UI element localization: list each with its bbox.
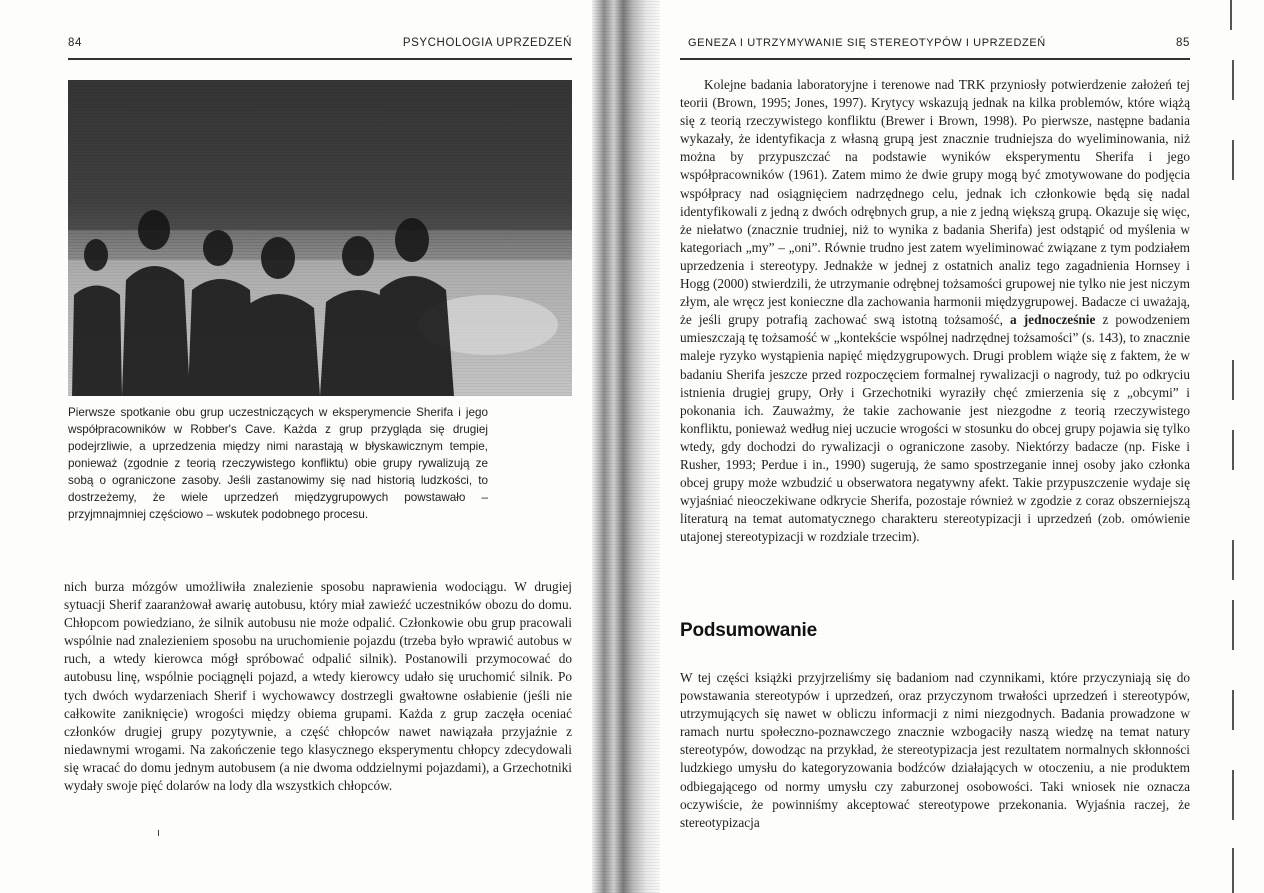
scan-edge-mark [1232, 848, 1234, 893]
scan-edge-mark [1232, 600, 1234, 650]
section-heading-podsumowanie: Podsumowanie [680, 620, 817, 641]
left-header-rule [68, 58, 572, 60]
emphasis-a-jednoczesnie: a jednocześnie [1010, 312, 1096, 328]
boy-head-6 [84, 239, 108, 271]
left-page [0, 0, 600, 893]
right-page [660, 0, 1264, 893]
book-gutter [592, 0, 660, 893]
summary-paragraph: W tej części książki przyjrzeliśmy się badaniom nad czynnikami, które przyczyniają się do powstawania stereotypów i uprzedzeń, oraz przyczynom trwałości uprzedzeń i stereotypów, utrzymujących się nawet w obliczu informacji z nimi niezgodnych. Badania prowadzone w ramach nurtu społeczno-poznawczego znacznie wzbogaciły naszą wiedzę na temat natury stereotypów, dowodząc na przykład, że stereotypizacja jest rezultatem normalnych skłonności ludzkiego umysłu do kategoryzowania bodźców działających w otoczeniu, a nie produktem odbiegającego od normy umysłu czy zaburzonej osobowości. Taki wniosek nie oznacza oczywiście, że powinniśmy akceptować stereotypowe przekonania. Wyjaśnia raczej, że stereotypizacja [680, 670, 1190, 830]
left-body-paragraph: nich burza mózgów umożliwiła znalezienie sposobu naprawienia wodociągu. W drugiej sytuacji Sherif zaaranżował awarię autobusu, który miał zawieźć uczestników obozu do domu. Chłopcom powiedziano, że silnik autobusu nie może odpalić. Członkowie obu grup pracowali wspólnie nad znalezieniem sposobu na uruchomienie pojazdu (trzeba było wprawić autobus w ruch, a wtedy kierowca mógł spróbować odpalić silnik). Postanowili przymocować do autobusu linę, wspólnie pociągnęli pojazd, a wtedy kierowcy udało się uruchomić silnik. Po tych dwóch wydarzeniach Sherif i wychowawcy dostrzegli gwałtowne osłabienie (jeśli nie całkowite zaniknięcie) wrogości między obiema grupami. Każda z grup zaczęła oceniać członków drugiej grupy pozytywnie, a część chłopców nawet nawiązała przyjaźnie z niedawnymi wrogami. Na zakończenie tego klasycznego eksperymentu chłopcy zdecydowali się wracać do domu jednym autobusem (a nie dwoma oddzielnymi pojazdami), a Grzechotniki wydały swoje pięć dolarów na lody dla wszystkich chłopców. [64, 579, 572, 794]
boy-body-5 [374, 276, 454, 396]
boy-body-1 [122, 266, 190, 396]
scan-edge-mark [1232, 140, 1234, 180]
right-page-number: 85 [1176, 37, 1190, 49]
scan-edge-mark [1232, 360, 1234, 400]
figure-photo [68, 80, 572, 396]
boy-head-5 [395, 218, 429, 262]
boy-body-6 [72, 286, 122, 397]
right-running-head: GENEZA I UTRZYMYWANIE SIĘ STEREOTYPÓW I UPRZEDZEŃ [688, 37, 1046, 49]
figure-caption: Pierwsze spotkanie obu grup uczestniczących w eksperymencie Sherifa i jego współpracowników w Robber's Cave. Każda z grup przygląda się drugiej podejrzliwie, a uprzedzenia między nimi narastają w błyskawicznym tempie, ponieważ (zgodnie z teorią rzeczywistego konfliktu) obie grupy rywalizują ze sobą o ograniczone zasoby. Jeśli zastanowimy się nad historią ludzkości, to dostrzeżemy, że wiele uprzedzeń międzygrupowych powstawało – przyjmnajmniej częściowo – wskutek podobnego procesu. [68, 406, 488, 521]
boy-head-1 [138, 210, 170, 250]
boys-silhouettes [72, 210, 454, 396]
left-body-text [64, 578, 572, 795]
tree-canopy [68, 80, 572, 230]
left-running-head: PSYCHOLOGIA UPRZEDZEŃ [402, 37, 572, 49]
stray-mark [158, 830, 159, 836]
right-paragraph-1 [680, 76, 1190, 546]
scan-edge-mark [1232, 60, 1234, 100]
boy-head-3 [261, 237, 295, 279]
scan-edge-mark [1232, 540, 1234, 580]
right-body-text [680, 76, 1190, 546]
figure-photo-scene [68, 80, 572, 396]
right-paragraph-1-end: z powodzeniem umieszczają tę tożsamość w „kontekście wspólnej nadrzędnej tożsamości” (s. 143), to znacznie maleje ryzyko wystąpienia napięć międzygrupowych. Drugi problem wiąże się z faktem, że w badaniu Sherifa jeszcze przed rozpoczęciem formalnej rywalizacji o nagrody, tuż po odkryciu istnienia drugiej grupy, Orły i Grzechotniki wyraziły chęć zmierzenia się z „obcymi” i pokonania ich. Zauważmy, że takie zachowanie jest niezgodne z teorią rzeczywistego konfliktu, ponieważ według niej uczucie wrogości w stosunku do obcej grupy pojawia się tylko wtedy, gdy dochodzi do rywalizacji o ograniczone zasoby. Niektórzy badacze (np. Fiske i Rusher, 1993; Perdue i in., 1990) sugerują, że samo spostrzeganie innej osoby jako członka obcej grupy może wzbudzić u obserwatora negatywny afekt. Takie przypuszczenie wydaje się wyjaśniać nieoczekiwane odkrycie Sherifa, pozostaje również w zgodzie z coraz obszerniejszą literaturą na temat automatycznego charakteru stereotypizacji i uprzedzeń (zob. omówienie utajonej stereotypizacji w rozdziale trzecim). [680, 312, 1190, 545]
scan-edge-mark [1232, 770, 1234, 820]
boy-body-3 [238, 294, 320, 396]
right-paragraph-1-start: Kolejne badania laboratoryjne i terenowe nad TRK przyniosły potwierdzenie założeń tej teorii (Brown, 1995; Jones, 1997). Krytycy wskazują jednak na kilka problemów, które wiążą się z teorią rzeczywistego konfliktu (Brewer i Brown, 1998). Po pierwsze, następne badania wykazały, że identyfikacja z własną grupą jest znacznie trudniejsza do wyeliminowania, niż można by przypuszczać na podstawie wyników eksperymentu Sherifa i jego współpracowników (1961). Zatem mimo że dwie grupy mogą być zmotywowane do podjęcia współpracy nad osiągnięciem nadrzędnego celu, jednak ich członkowie będą się nadal identyfikowali z jedną z dwóch odrębnych grup, a nie z jedną większą grupą. Okazuje się więc, że niełatwo (znacznie trudniej, niż to wynika z badania Sherifa) jest odstąpić od myślenia w kategoriach „my” – „oni”. Równie trudno jest zatem wyeliminować związane z tym podziałem uprzedzenia i stereotypy. Jednakże w jednej z ostatnich analiz tego zagadnienia Hornsey i Hogg (2000) stwierdzili, że utrzymanie odrębnej tożsamości grupowej nie tylko nie jest niczym złym, ale wręcz jest konieczne dla zachowania harmonii międzygrupowej. Badacze ci uważają, że jeśli grupy potrafią zachować swą istotną tożsamość, [680, 77, 1190, 328]
right-header-rule [680, 58, 1190, 60]
scan-edge-mark [1232, 690, 1234, 730]
boy-head-4 [342, 236, 374, 276]
scan-edge-mark [1230, 0, 1232, 30]
scan-edge-mark [1232, 430, 1234, 470]
summary-text [680, 669, 1190, 832]
left-page-number: 84 [68, 37, 82, 49]
boy-head-2 [203, 230, 233, 266]
